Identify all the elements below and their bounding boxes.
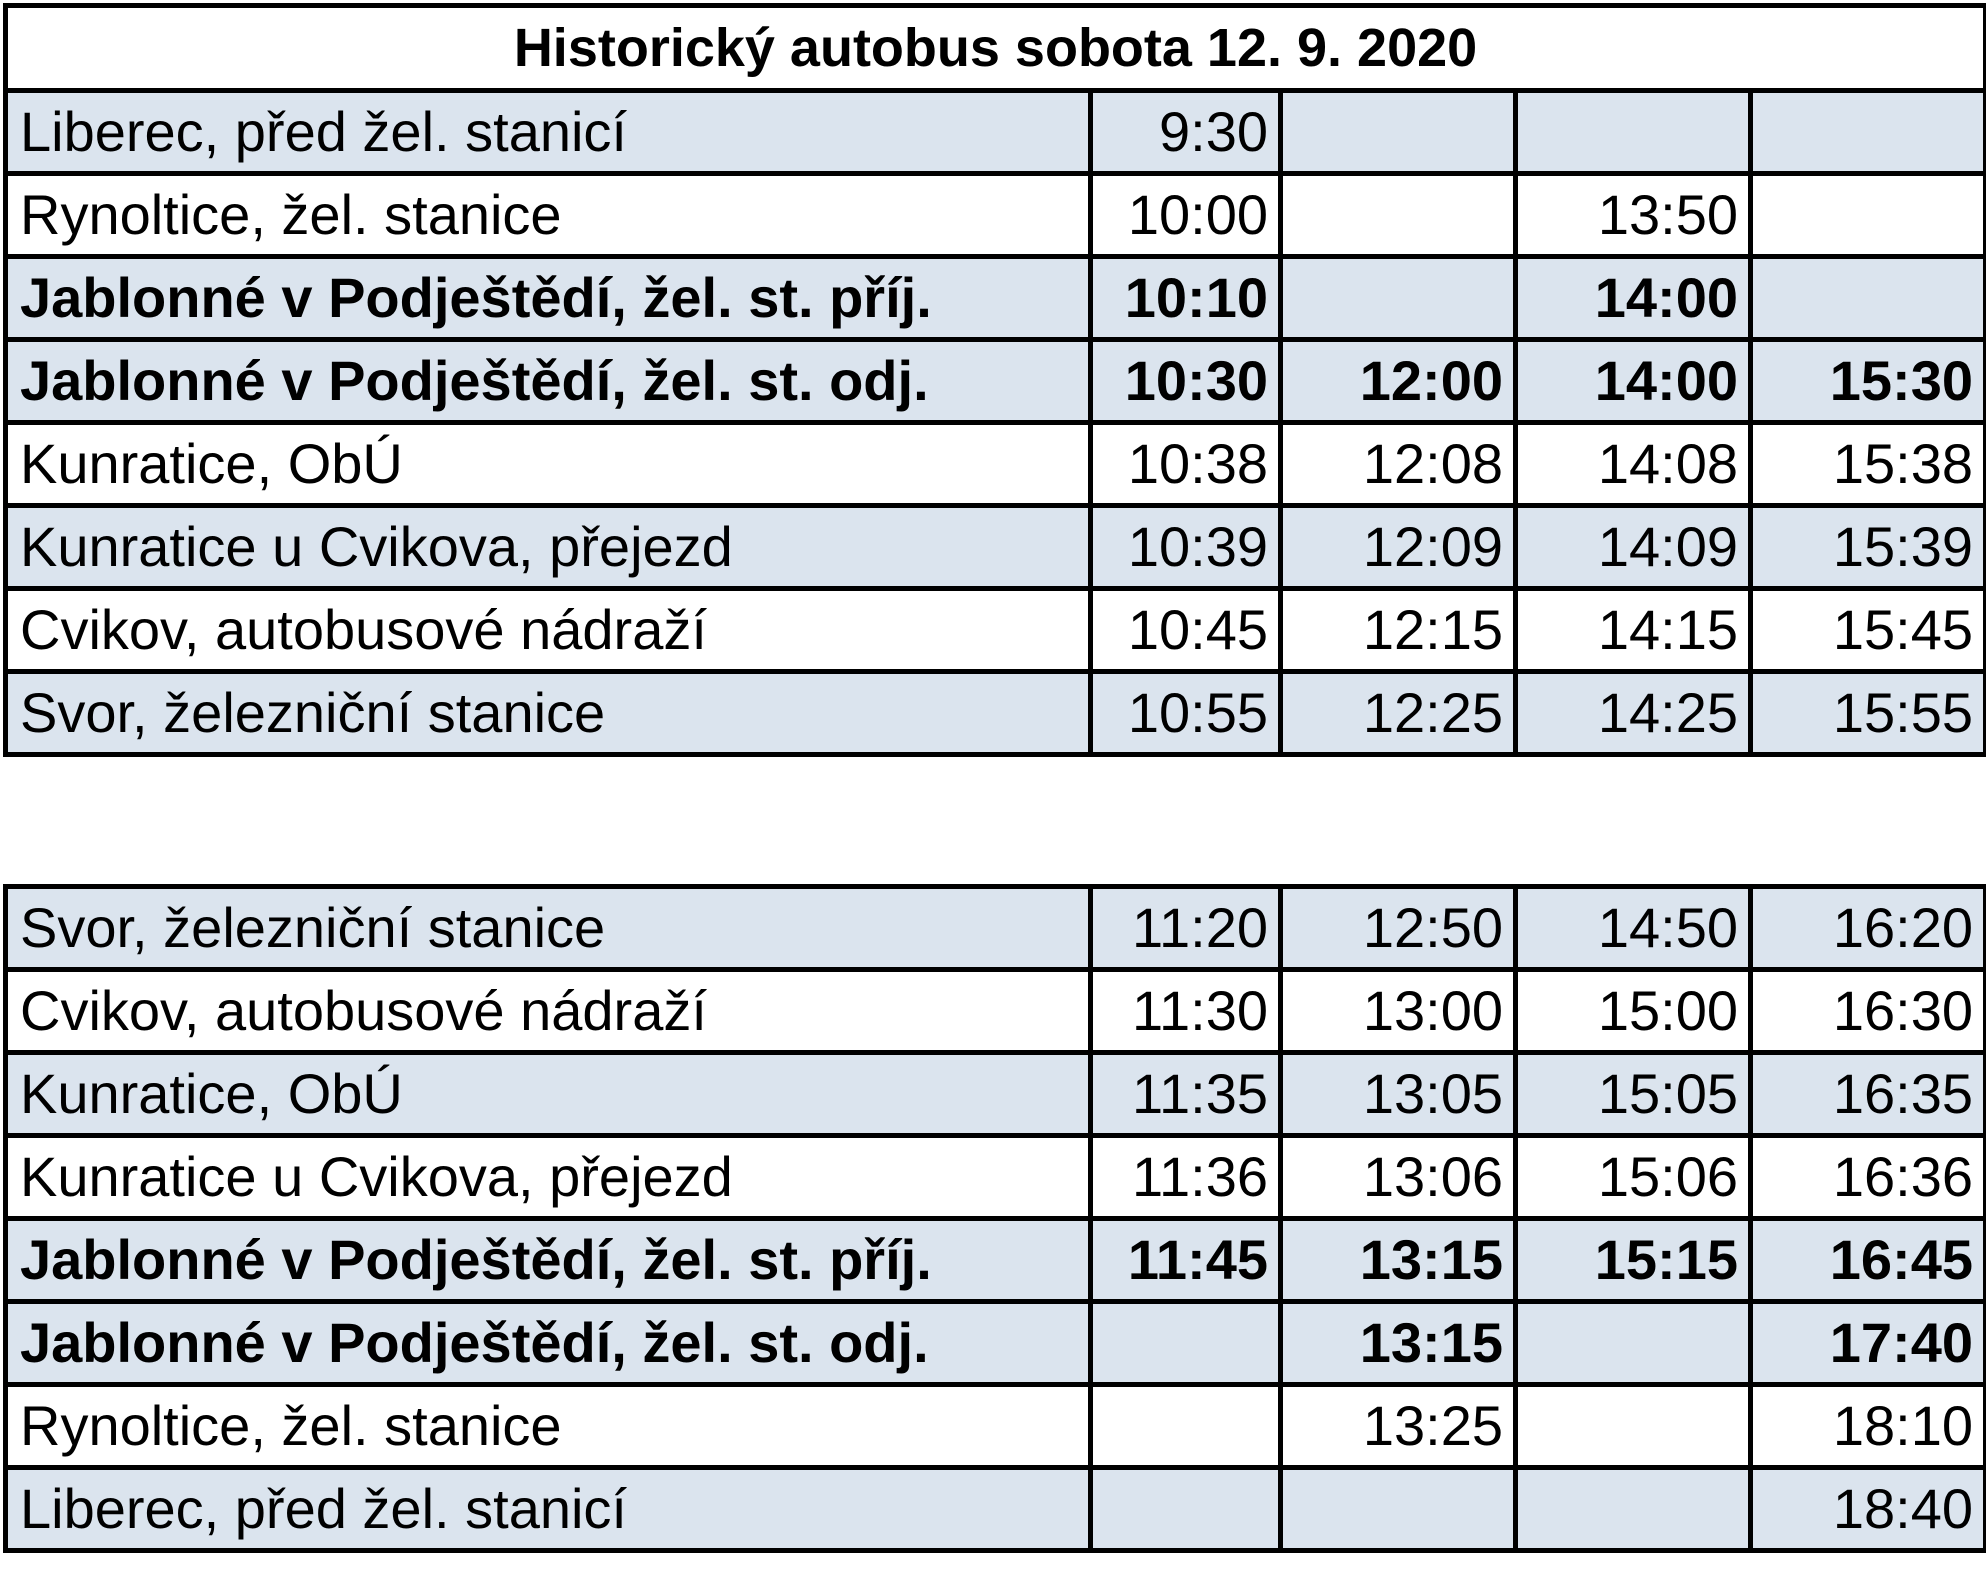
stop-name: Kunratice u Cvikova, přejezd [6, 506, 1091, 589]
stop-name: Svor, železniční stanice [6, 887, 1091, 970]
departure-time: 15:30 [1751, 340, 1986, 423]
departure-time: 12:15 [1281, 589, 1516, 672]
departure-time: 13:15 [1281, 1219, 1516, 1302]
departure-time: 16:30 [1751, 970, 1986, 1053]
departure-time [1516, 1302, 1751, 1385]
departure-time: 14:25 [1516, 672, 1751, 755]
table-row [6, 1302, 1986, 1385]
departure-time: 15:00 [1516, 970, 1751, 1053]
stop-name: Jablonné v Podještědí, žel. st. odj. [6, 340, 1091, 423]
departure-time: 10:38 [1091, 423, 1281, 506]
stop-name: Liberec, před žel. stanicí [6, 91, 1091, 174]
departure-time [1516, 91, 1751, 174]
stop-name: Cvikov, autobusové nádraží [6, 589, 1091, 672]
departure-time: 11:35 [1091, 1053, 1281, 1136]
departure-time: 10:45 [1091, 589, 1281, 672]
departure-time: 15:39 [1751, 506, 1986, 589]
table-row [6, 423, 1986, 506]
departure-time: 12:00 [1281, 340, 1516, 423]
departure-time [1516, 1385, 1751, 1468]
departure-time: 10:10 [1091, 257, 1281, 340]
departure-time: 12:25 [1281, 672, 1516, 755]
departure-time [1091, 1385, 1281, 1468]
departure-time: 13:05 [1281, 1053, 1516, 1136]
departure-time: 14:08 [1516, 423, 1751, 506]
departure-time: 14:50 [1516, 887, 1751, 970]
departure-time: 10:55 [1091, 672, 1281, 755]
table-row [6, 174, 1986, 257]
departure-time: 14:15 [1516, 589, 1751, 672]
table-row [6, 589, 1986, 672]
departure-time: 18:40 [1751, 1468, 1986, 1551]
stop-name: Liberec, před žel. stanicí [6, 1468, 1091, 1551]
departure-time: 13:00 [1281, 970, 1516, 1053]
departure-time: 12:09 [1281, 506, 1516, 589]
departure-time [1091, 1302, 1281, 1385]
stop-name: Rynoltice, žel. stanice [6, 1385, 1091, 1468]
departure-time [1751, 257, 1986, 340]
departure-time: 11:30 [1091, 970, 1281, 1053]
departure-time: 15:45 [1751, 589, 1986, 672]
departure-time: 15:15 [1516, 1219, 1751, 1302]
table-row [6, 506, 1986, 589]
stop-name: Kunratice, ObÚ [6, 423, 1091, 506]
stop-name: Jablonné v Podještědí, žel. st. příj. [6, 1219, 1091, 1302]
departure-time: 12:08 [1281, 423, 1516, 506]
departure-time [1281, 1468, 1516, 1551]
stop-name: Cvikov, autobusové nádraží [6, 970, 1091, 1053]
departure-time: 13:06 [1281, 1136, 1516, 1219]
departure-time: 10:39 [1091, 506, 1281, 589]
departure-time [1281, 91, 1516, 174]
table-row [6, 340, 1986, 423]
departure-time: 11:45 [1091, 1219, 1281, 1302]
stop-name: Jablonné v Podještědí, žel. st. odj. [6, 1302, 1091, 1385]
outbound-timetable [3, 3, 1986, 757]
table-row [6, 887, 1986, 970]
stop-name: Kunratice u Cvikova, přejezd [6, 1136, 1091, 1219]
table-row [6, 1468, 1986, 1551]
stop-name: Rynoltice, žel. stanice [6, 174, 1091, 257]
table-row [6, 1053, 1986, 1136]
departure-time: 14:00 [1516, 257, 1751, 340]
departure-time: 11:36 [1091, 1136, 1281, 1219]
departure-time: 17:40 [1751, 1302, 1986, 1385]
stop-name: Jablonné v Podještědí, žel. st. příj. [6, 257, 1091, 340]
departure-time: 16:45 [1751, 1219, 1986, 1302]
table-row [6, 1385, 1986, 1468]
departure-time: 15:55 [1751, 672, 1986, 755]
table-row [6, 91, 1986, 174]
departure-time: 11:20 [1091, 887, 1281, 970]
timetable-title: Historický autobus sobota 12. 9. 2020 [6, 6, 1986, 91]
departure-time [1516, 1468, 1751, 1551]
departure-time [1091, 1468, 1281, 1551]
departure-time: 10:00 [1091, 174, 1281, 257]
return-timetable [3, 884, 1986, 1553]
departure-time: 18:10 [1751, 1385, 1986, 1468]
stop-name: Svor, železniční stanice [6, 672, 1091, 755]
departure-time: 12:50 [1281, 887, 1516, 970]
departure-time [1281, 174, 1516, 257]
departure-time: 14:09 [1516, 506, 1751, 589]
table-row [6, 1219, 1986, 1302]
departure-time: 15:38 [1751, 423, 1986, 506]
table-row [6, 1136, 1986, 1219]
departure-time: 15:05 [1516, 1053, 1751, 1136]
departure-time [1751, 91, 1986, 174]
departure-time [1751, 174, 1986, 257]
departure-time [1281, 257, 1516, 340]
table-row [6, 970, 1986, 1053]
departure-time: 16:35 [1751, 1053, 1986, 1136]
stop-name: Kunratice, ObÚ [6, 1053, 1091, 1136]
departure-time: 14:00 [1516, 340, 1751, 423]
table-row [6, 672, 1986, 755]
departure-time: 15:06 [1516, 1136, 1751, 1219]
departure-time: 13:25 [1281, 1385, 1516, 1468]
departure-time: 9:30 [1091, 91, 1281, 174]
table-row [6, 257, 1986, 340]
title-row [6, 6, 1986, 91]
departure-time: 13:15 [1281, 1302, 1516, 1385]
departure-time: 10:30 [1091, 340, 1281, 423]
departure-time: 16:20 [1751, 887, 1986, 970]
departure-time: 16:36 [1751, 1136, 1986, 1219]
departure-time: 13:50 [1516, 174, 1751, 257]
